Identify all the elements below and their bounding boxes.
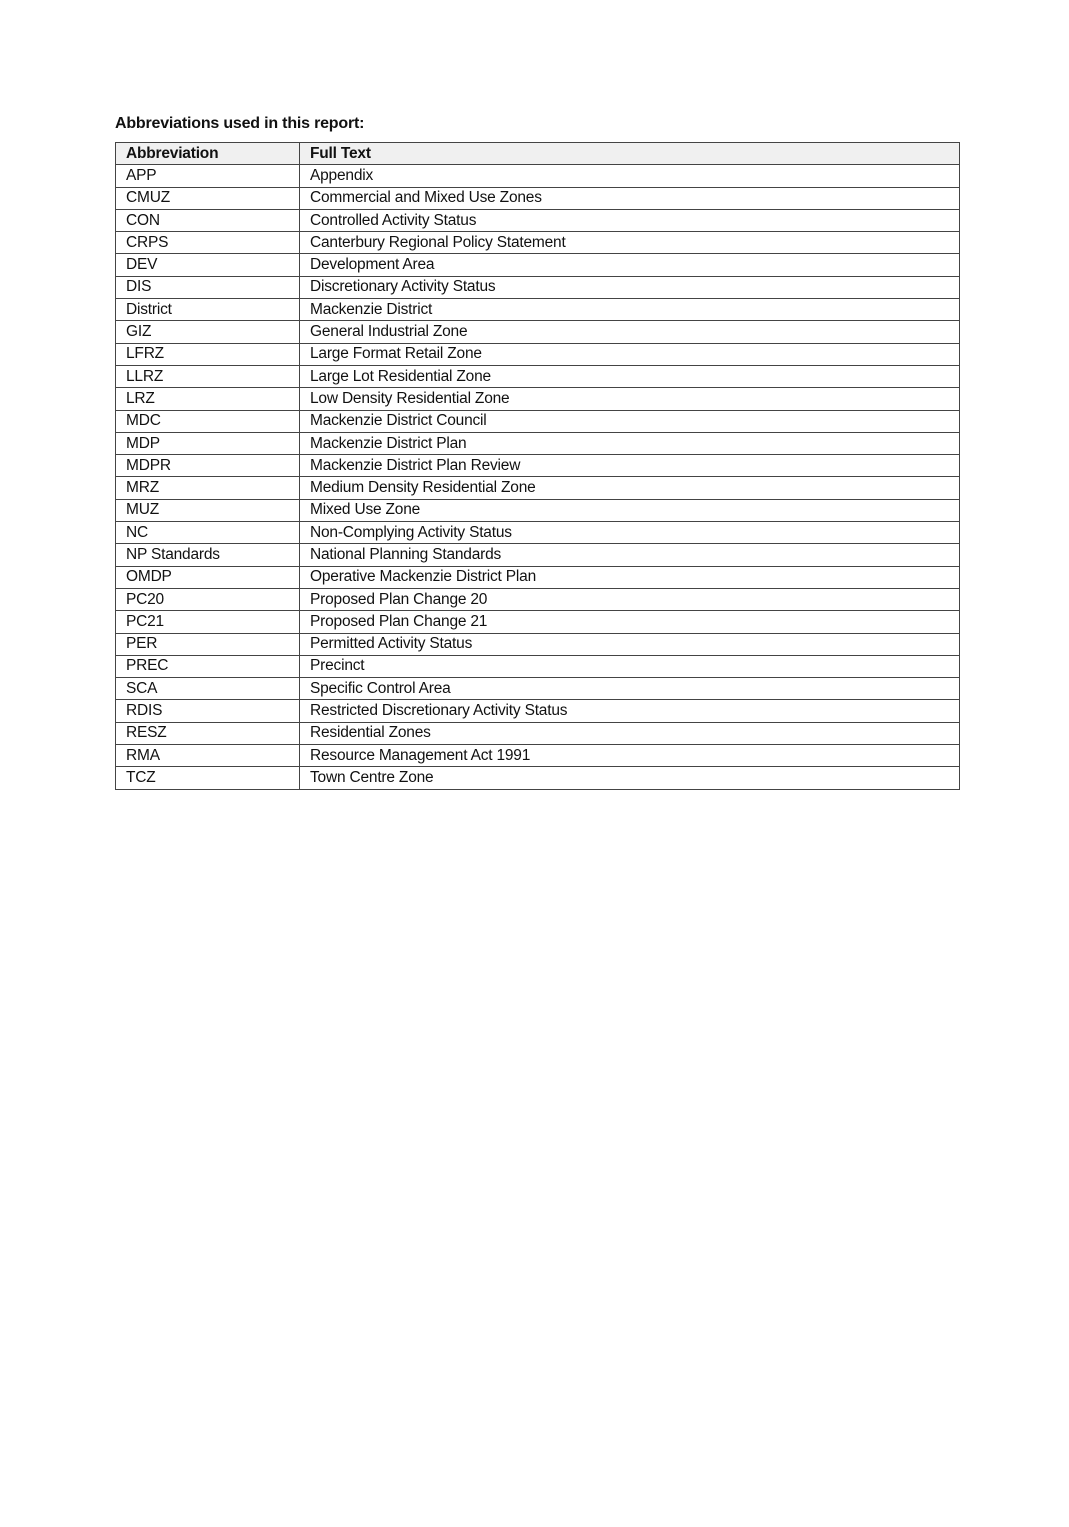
- table-row: [116, 722, 960, 744]
- table-row: [116, 388, 960, 410]
- full-text-cell: National Planning Standards: [300, 544, 960, 566]
- full-text-cell: Medium Density Residential Zone: [300, 477, 960, 499]
- abbreviation-cell: PC20: [116, 588, 300, 610]
- table-row: [116, 455, 960, 477]
- abbreviation-cell: District: [116, 299, 300, 321]
- table-row: [116, 544, 960, 566]
- table-row: [116, 611, 960, 633]
- table-row: [116, 499, 960, 521]
- table-row: [116, 477, 960, 499]
- full-text-cell: Commercial and Mixed Use Zones: [300, 187, 960, 209]
- abbreviation-cell: PER: [116, 633, 300, 655]
- column-header-abbreviation: Abbreviation: [116, 143, 300, 165]
- full-text-cell: Large Lot Residential Zone: [300, 365, 960, 387]
- abbreviation-cell: PREC: [116, 655, 300, 677]
- table-row: [116, 321, 960, 343]
- table-row: [116, 588, 960, 610]
- abbreviations-table: [115, 142, 960, 790]
- abbreviation-cell: LRZ: [116, 388, 300, 410]
- table-row: [116, 299, 960, 321]
- full-text-cell: Canterbury Regional Policy Statement: [300, 232, 960, 254]
- full-text-cell: Development Area: [300, 254, 960, 276]
- table-row: [116, 767, 960, 789]
- full-text-cell: Appendix: [300, 165, 960, 187]
- abbreviation-cell: RESZ: [116, 722, 300, 744]
- abbreviation-cell: LLRZ: [116, 365, 300, 387]
- abbreviation-cell: DIS: [116, 276, 300, 298]
- table-row: [116, 343, 960, 365]
- full-text-cell: Mixed Use Zone: [300, 499, 960, 521]
- abbreviation-cell: PC21: [116, 611, 300, 633]
- table-row: [116, 432, 960, 454]
- table-row: [116, 209, 960, 231]
- abbreviation-cell: LFRZ: [116, 343, 300, 365]
- abbreviation-cell: OMDP: [116, 566, 300, 588]
- table-row: [116, 678, 960, 700]
- table-header-row: [116, 143, 960, 165]
- report-heading: Abbreviations used in this report:: [115, 115, 365, 132]
- table-row: [116, 566, 960, 588]
- abbreviation-cell: APP: [116, 165, 300, 187]
- abbreviation-cell: TCZ: [116, 767, 300, 789]
- abbreviation-cell: RDIS: [116, 700, 300, 722]
- abbreviation-cell: CON: [116, 209, 300, 231]
- abbreviation-cell: NC: [116, 522, 300, 544]
- full-text-cell: Proposed Plan Change 20: [300, 588, 960, 610]
- table-row: [116, 633, 960, 655]
- abbreviation-cell: SCA: [116, 678, 300, 700]
- abbreviation-cell: MDC: [116, 410, 300, 432]
- table-row: [116, 254, 960, 276]
- table-row: [116, 187, 960, 209]
- full-text-cell: Restricted Discretionary Activity Status: [300, 700, 960, 722]
- abbreviation-cell: RMA: [116, 745, 300, 767]
- full-text-cell: Discretionary Activity Status: [300, 276, 960, 298]
- abbreviation-cell: DEV: [116, 254, 300, 276]
- abbreviation-cell: NP Standards: [116, 544, 300, 566]
- full-text-cell: Mackenzie District Plan Review: [300, 455, 960, 477]
- abbreviation-cell: MDPR: [116, 455, 300, 477]
- table-row: [116, 410, 960, 432]
- column-header-full-text: Full Text: [300, 143, 960, 165]
- table-row: [116, 365, 960, 387]
- abbreviation-cell: MUZ: [116, 499, 300, 521]
- abbreviation-cell: MRZ: [116, 477, 300, 499]
- table-row: [116, 276, 960, 298]
- table-row: [116, 165, 960, 187]
- full-text-cell: Resource Management Act 1991: [300, 745, 960, 767]
- full-text-cell: Controlled Activity Status: [300, 209, 960, 231]
- full-text-cell: Permitted Activity Status: [300, 633, 960, 655]
- abbreviation-cell: GIZ: [116, 321, 300, 343]
- full-text-cell: Mackenzie District Plan: [300, 432, 960, 454]
- full-text-cell: Non-Complying Activity Status: [300, 522, 960, 544]
- full-text-cell: Specific Control Area: [300, 678, 960, 700]
- full-text-cell: Residential Zones: [300, 722, 960, 744]
- full-text-cell: Mackenzie District Council: [300, 410, 960, 432]
- full-text-cell: Proposed Plan Change 21: [300, 611, 960, 633]
- abbreviation-cell: MDP: [116, 432, 300, 454]
- full-text-cell: General Industrial Zone: [300, 321, 960, 343]
- full-text-cell: Low Density Residential Zone: [300, 388, 960, 410]
- full-text-cell: Town Centre Zone: [300, 767, 960, 789]
- full-text-cell: Mackenzie District: [300, 299, 960, 321]
- abbreviation-cell: CRPS: [116, 232, 300, 254]
- full-text-cell: Large Format Retail Zone: [300, 343, 960, 365]
- table-row: [116, 655, 960, 677]
- table-body: [116, 165, 960, 789]
- full-text-cell: Precinct: [300, 655, 960, 677]
- table-row: [116, 700, 960, 722]
- table-row: [116, 745, 960, 767]
- abbreviation-cell: CMUZ: [116, 187, 300, 209]
- full-text-cell: Operative Mackenzie District Plan: [300, 566, 960, 588]
- table-row: [116, 232, 960, 254]
- table-row: [116, 522, 960, 544]
